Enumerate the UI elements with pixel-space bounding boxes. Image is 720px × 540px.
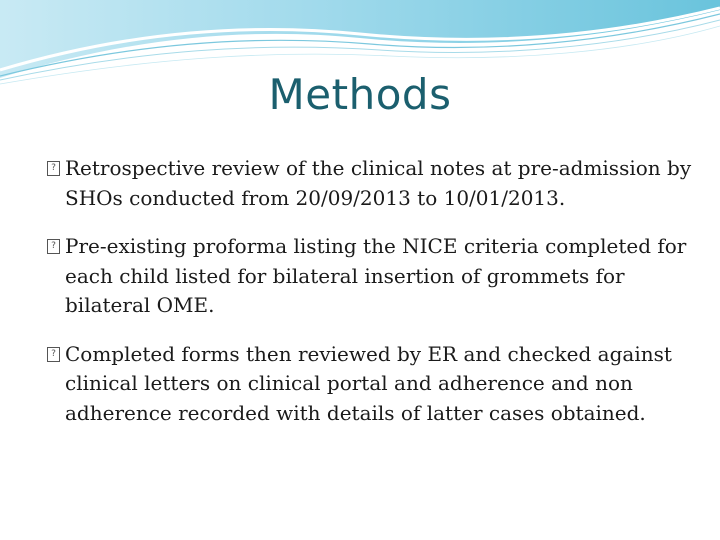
missing-glyph-box-icon: ? [47,239,60,254]
missing-glyph-box-icon: ? [47,161,60,176]
missing-glyph-box-icon: ? [47,347,60,362]
bullet-item [47,154,697,213]
bullet-text: Completed forms then reviewed by ER and checked against clinical letters on clinical portal and adherence and non adherence recorded with details of latter cases obtained. [65,341,672,425]
bullet-list [47,154,697,447]
bullet-text: Pre-existing proforma listing the NICE criteria completed for each child listed for bilateral insertion of grommets for bilateral OME. [65,234,687,317]
bullet-item [47,340,697,429]
slide-title: Methods [268,70,452,119]
bullet-item [47,232,697,321]
bullet-text: Retrospective review of the clinical notes at pre-admission by SHOs conducted from 20/09/2013 to 10/01/2013. [65,156,692,210]
